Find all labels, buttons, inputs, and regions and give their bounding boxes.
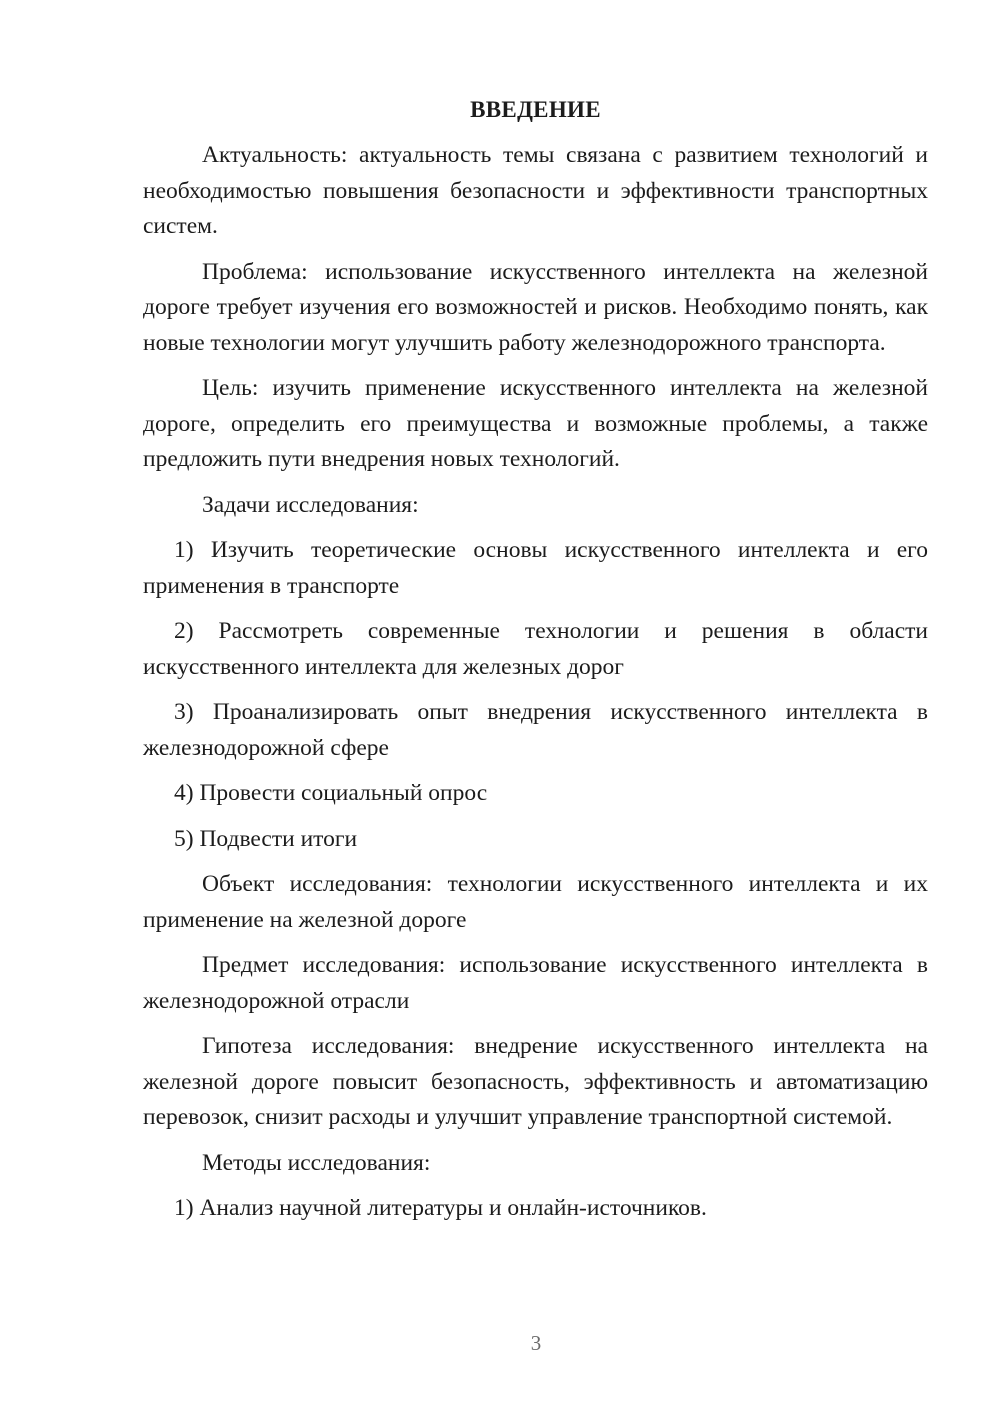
problem-paragraph: Проблема: использование искусственного интеллекта на железной дороге требует изучения его возможностей и рисков. Необходимо понять, как новые технологии могут улучшить работу железнодорожного транспорта. bbox=[143, 258, 928, 356]
document-page bbox=[143, 92, 928, 1237]
task-item-4: 4) Провести социальный опрос bbox=[174, 780, 488, 806]
methods-title: Методы исследования: bbox=[202, 1149, 431, 1176]
relevance-paragraph: Актуальность: актуальность темы связана с развитием технологий и необходимостью повышения безопасности и эффективности транспортных систем. bbox=[143, 142, 928, 239]
task-item-3: 3) Проанализировать опыт внедрения искусственного интеллекта в железнодорожной сфере bbox=[143, 699, 928, 761]
page-number: 3 bbox=[530, 1331, 542, 1355]
task-item-2: 2) Рассмотреть современные технологии и решения в области искусственного интеллекта для железных дорог bbox=[143, 618, 928, 680]
hypothesis-paragraph: Гипотеза исследования: внедрение искусственного интеллекта на железной дороге повысит безопасность, эффективность и автоматизацию перевозок, снизит расходы и улучшит управление транспортной системой. bbox=[143, 1033, 928, 1130]
task-item-1: 1) Изучить теоретические основы искусственного интеллекта и его применения в транспорте bbox=[143, 537, 928, 599]
method-item-1: 1) Анализ научной литературы и онлайн-источников. bbox=[174, 1195, 707, 1221]
tasks-title: Задачи исследования: bbox=[202, 491, 419, 518]
object-paragraph: Объект исследования: технологии искусственного интеллекта и их применение на железной дороге bbox=[143, 871, 928, 933]
section-heading: ВВЕДЕНИЕ bbox=[470, 97, 601, 122]
task-item-5: 5) Подвести итоги bbox=[174, 825, 358, 852]
subject-paragraph: Предмет исследования: использование искусственного интеллекта в железнодорожной отрасли bbox=[143, 952, 928, 1014]
goal-paragraph: Цель: изучить применение искусственного интеллекта на железной дороге, определить его преимущества и возможные проблемы, а также предложить пути внедрения новых технологий. bbox=[143, 375, 928, 472]
